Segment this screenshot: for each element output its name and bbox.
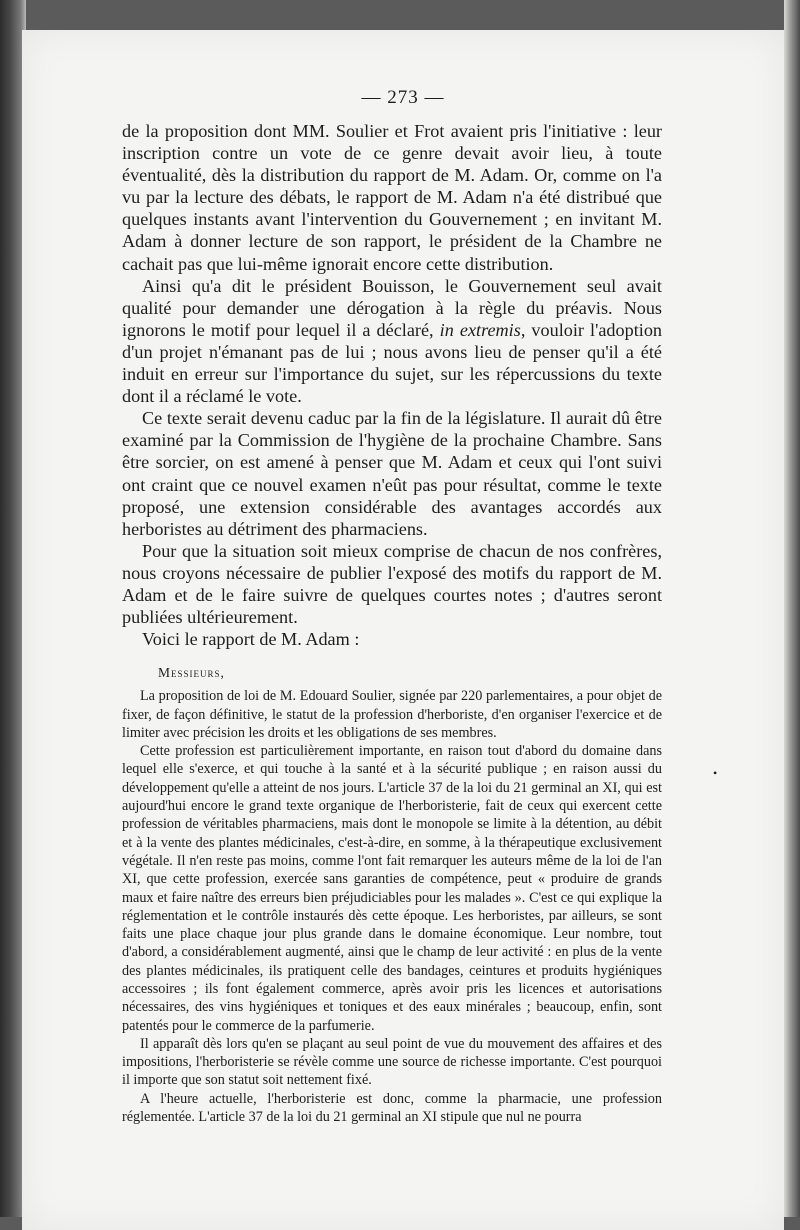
report-paragraph-2: Cette profession est particulièrement importante, en raison tout d'abord du domaine dans lequel elle s'exerce, et qui touche à la santé et à la sécurité publique ; en raison aussi du développement qu'elle a atteint de nos jours. L'article 37 de la loi du 21 germinal an XI, qui est aujourd'hui encore le grand texte organique de l'herboristerie, fait de ceux qui exercent cette profession de véritables pharmaciens, mais dont le monopole se limite à la détention, au débit et à la vente des plantes médicinales, c'est-à-dire, en somme, à la thérapeutique exclusivement végétale. Il n'en reste pas moins, comme l'ont fait remarquer les auteurs même de la loi de l'an XI, que cette profession, exercée sans garanties de compétence, peut « produire de grands maux et faire naître des erreurs bien préjudiciables pour les malades ». C'est ce qui explique la réglementation et le contrôle instaurés dès cette époque. Les herboristes, par ailleurs, se sont faits une place chaque jour plus grande dans le domaine économique. Leur nombre, tout d'abord, a considérablement augmenté, ainsi que le champ de leur activité : en plus de la vente des plantes médicinales, ils pratiquent celle des bandages, ceintures et produits hygiéniques accessoires ; ils font également commerce, après avoir pris les licences et autorisations nécessaires, des vins hygiéniques et toniques et des eaux minérales ; beaucoup, enfin, sont patentés pour le commerce de la parfumerie. — [122, 743, 662, 1034]
report-salutation: Messieurs, — [158, 665, 225, 681]
paragraph-continuation: de la proposition dont MM. Soulier et Frot avaient pris l'initiative : leur inscription contre un vote de ce genre devait avoir lieu, à toute éventualité, dès la distribution du rapport de M. Adam. Or, comme on l'a vu par la lecture des débats, le rapport de M. Adam n'a été distribué que quelques instants avant l'intervention du Gouvernement ; en invitant M. Adam à donner lecture de son rapport, le président de la Chambre ne cachait pas que lui-même ignorait encore cette distribution. — [122, 121, 662, 274]
report-paragraph-3: Il apparaît dès lors qu'en se plaçant au seul point de vue du mouvement des affaires et des impositions, l'herboristerie se révèle comme une source de richesse importante. C'est pourquoi il importe que son statut soit nettement fixé. — [122, 1035, 662, 1089]
margin-mark: • — [713, 766, 718, 780]
document-page — [22, 30, 784, 1230]
paragraph-confreres: Pour que la situation soit mieux comprise de chacun de nos confrères, nous croyons nécessaire de publier l'exposé des motifs du rapport de M. Adam et de le faire suivre de quelques courtes notes ; d'autres seront publiées ultérieurement. — [122, 540, 662, 628]
italic-phrase: in extremis — [439, 319, 521, 340]
paragraph-caduc: Ce texte serait devenu caduc par la fin de la législature. Il aurait dû être examiné par la Commission de l'hygiène de la prochaine Chambre. Sans être sorcier, on est amené à penser que M. Adam et ceux qui l'ont suivi ont craint que ce nouvel examen n'eût pas pour résultat, comme le texte proposé, une extension considérable des avantages accordés aux herboristes au détriment des pharmaciens. — [122, 408, 662, 539]
main-text — [122, 120, 662, 1126]
paragraph-voici: Voici le rapport de M. Adam : — [142, 629, 360, 650]
paragraph-bouisson: Ainsi qu'a dit le président Bouisson, le Gouvernement seul avait qualité pour demander une dérogation à la règle du préavis. Nous ignorons le motif pour lequel il a déclaré, in extremis, vouloir l'adoption d'un projet n'émanant pas de lui ; nous avons lieu de penser qu'il a été induit en erreur sur l'importance du sujet, sur les répercussions du texte dont il a réclamé le vote. — [122, 275, 663, 407]
page-number: — 273 — — [361, 87, 445, 108]
report-paragraph-1: La proposition de loi de M. Edouard Soulier, signée par 220 parlementaires, a pour objet de fixer, de façon définitive, le statut de la profession d'herboriste, d'en organiser l'exercice et de limiter avec précision les droits et les obligations de ses membres. — [122, 688, 662, 741]
page-right-edge — [784, 0, 800, 1217]
report-paragraph-4: A l'heure actuelle, l'herboristerie est donc, comme la pharmacie, une profession réglementée. L'article 37 de la loi du 21 germinal an XI stipule que nul ne pourra — [122, 1090, 662, 1126]
